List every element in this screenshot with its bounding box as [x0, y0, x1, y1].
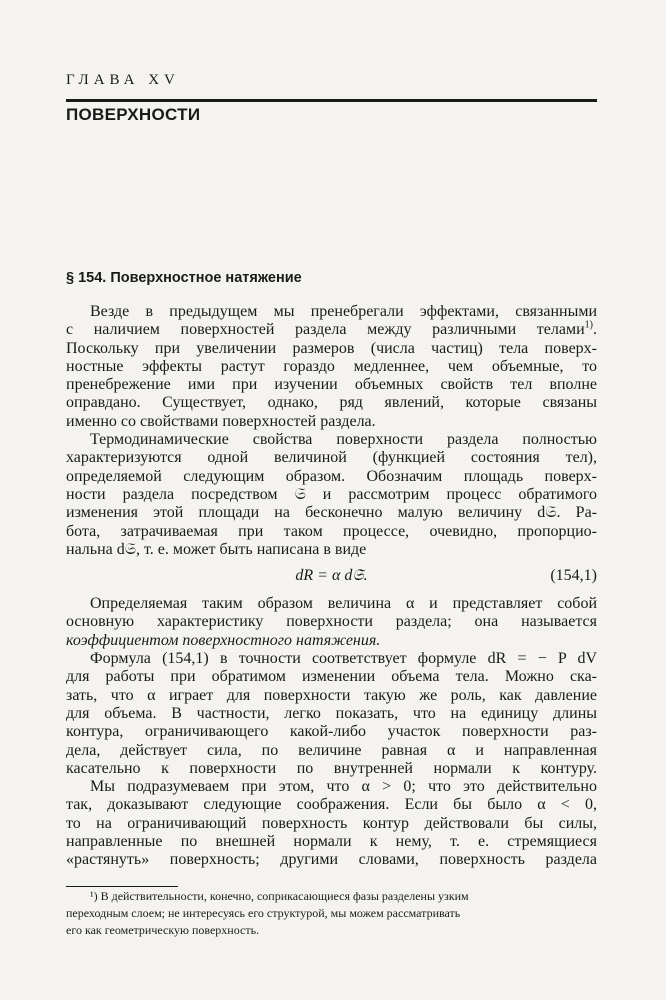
section-heading: § 154. Поверхностное натяжение — [66, 270, 302, 286]
p1-line-2: с наличием поверхностей раздела между различными телами$^{1)}$. — [66, 319, 597, 339]
p5-line-4: направленные по внешней нормали к нему, т. е. стремящиеся — [66, 833, 597, 851]
p4-line-2: для работы при обратимом изменении объема тела. Можно ска- — [66, 668, 597, 686]
footnote-line-1: ¹) В действительности, конечно, соприкасающиеся фазы разделены узким — [90, 889, 469, 903]
p1-line-3: Поскольку при увеличении размеров (числа частиц) тела поверх- — [66, 339, 597, 357]
p1-line-5: пренебрежение ими при изучении объемных свойств тел вполне — [66, 376, 597, 394]
p4-line-3: зать, что α играет для поверхности такую же роль, как давление — [66, 686, 597, 704]
footnote-line-3: его как геометрическую поверхность. — [66, 922, 260, 937]
p3-line-1: Определяемая таким образом величина α и представляет собой — [90, 595, 597, 613]
p2-line-7: нальна d𝔖, т. е. может быть написана в виде — [66, 540, 367, 558]
p5-line-1: Мы подразумеваем при этом, что α > 0; что это действительно — [90, 778, 597, 796]
p1-line-6: оправдано. Существует, однако, ряд явлений, которые связаны — [66, 394, 597, 412]
formula-154-1 — [66, 559, 597, 595]
p4-line-6: дела, действует сила, по величине равная α и направленная — [66, 741, 597, 759]
p1-line-1: Везде в предыдущем мы пренебрегали эффектами, связанными — [90, 303, 597, 320]
formula-expression: dR = α d𝔖. — [295, 567, 368, 585]
p1-line-7: именно со свойствами поверхностей раздела. — [66, 412, 376, 430]
p3-line-2: основную характеристику поверхности раздела; она называется — [66, 613, 597, 631]
chapter-title: ПОВЕРХНОСТИ — [66, 105, 201, 124]
body-text — [66, 303, 597, 870]
p5-line-3: то на ограничивающий поверхность контур действовали бы силы, — [66, 814, 597, 832]
p2-line-5: изменения этой площади на бесконечно малую величину d𝔖. Ра- — [66, 504, 597, 522]
p5-line-2: так, доказывают следующие соображения. Если бы было α < 0, — [66, 796, 597, 814]
p3-term: коэффициентом поверхностного натяжения. — [66, 631, 381, 649]
footnote-line-2: переходным слоем; не интересуясь его структурой, мы можем рассматривать — [66, 905, 461, 920]
p2-line-1: Термодинамические свойства поверхности раздела полностью — [90, 431, 597, 449]
p1-line-2-text: с наличием поверхностей раздела между различными телами — [66, 321, 585, 339]
chapter-rule — [66, 99, 597, 102]
footnote-mark: 1) — [584, 319, 593, 331]
p4-line-1: Формула (154,1) в точности соответствует формуле dR = − P dV — [90, 650, 597, 668]
footnote-rule — [66, 886, 178, 887]
p4-line-5: контура, ограничивающего какой-либо участок поверхности раз- — [66, 723, 597, 741]
p2-line-6: бота, затрачиваемая при таком процессе, очевидно, пропорцио- — [66, 522, 597, 540]
p4-line-7: касательно к поверхности по внутренней нормали к контуру. — [66, 759, 597, 777]
footnote — [66, 888, 597, 938]
chapter-label: ГЛАВА XV — [66, 72, 180, 88]
p2-line-4: ности раздела посредством 𝔖 и рассмотрим процесс обратимого — [66, 485, 597, 503]
p2-line-2: характеризуются одной величиной (функцией состояния тел), — [66, 449, 597, 467]
p1-line-4: ностные эффекты растут гораздо медленнее, чем объемные, то — [66, 357, 597, 375]
p5-line-5: «растянуть» поверхность; другими словами, поверхность раздела — [66, 851, 597, 869]
formula-number: (154,1) — [550, 567, 597, 585]
p2-line-3: определяемой следующим образом. Обозначим площадь поверх- — [66, 467, 597, 485]
p4-line-4: для объема. В частности, легко показать, что на единицу длины — [66, 704, 597, 722]
